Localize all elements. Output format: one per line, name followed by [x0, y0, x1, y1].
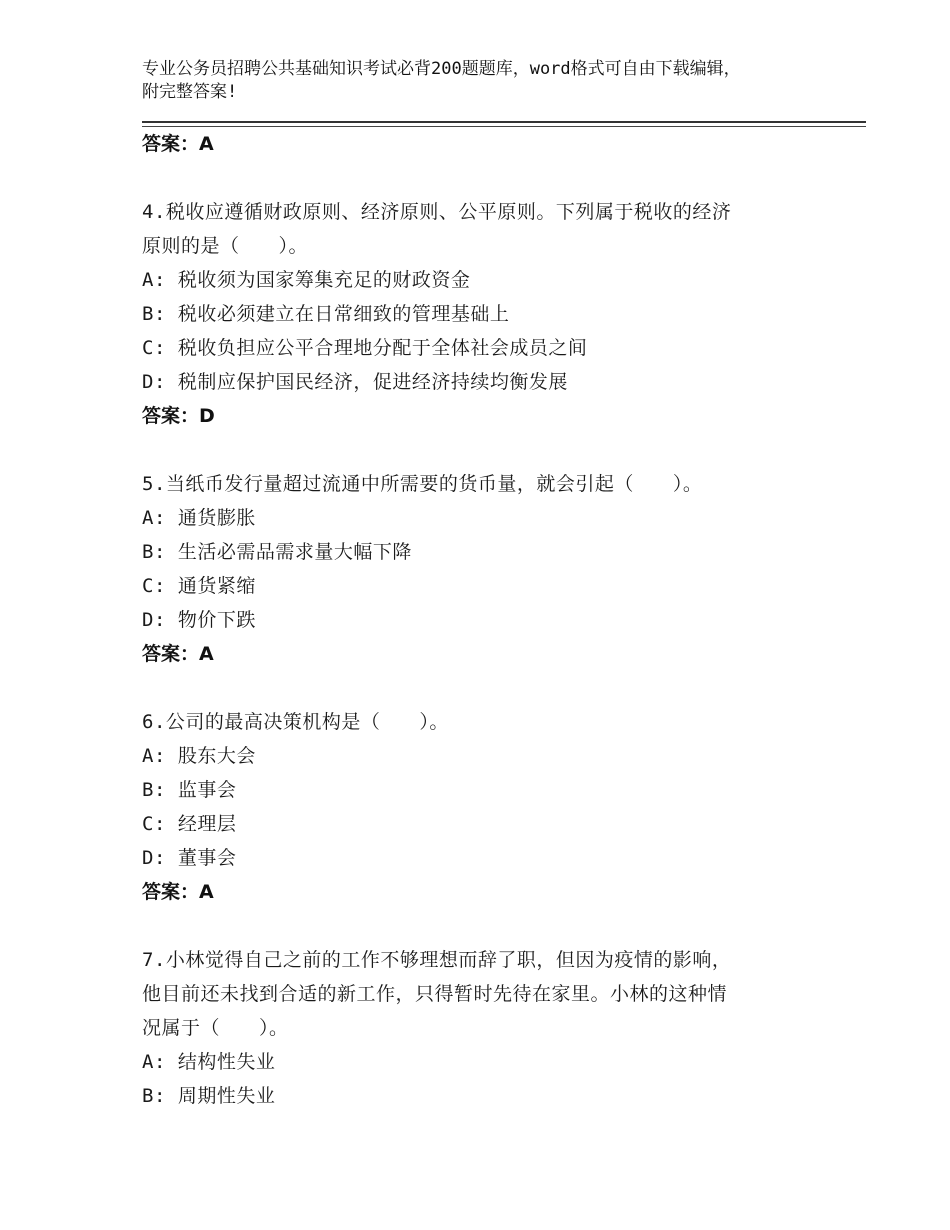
stem-line: 他目前还未找到合适的新工作，只得暂时先待在家里。小林的这种情	[142, 983, 728, 1005]
stem-line: 原则的是（ ）。	[142, 235, 309, 257]
stem-line: 4.税收应遵循财政原则、经济原则、公平原则。下列属于税收的经济	[142, 201, 732, 223]
header-line-1: 专业公务员招聘公共基础知识考试必背200题题库，word格式可自由下载编辑，	[142, 59, 741, 79]
answer: 答案：A	[142, 881, 214, 903]
option-b: B: 税收必须建立在日常细致的管理基础上	[142, 303, 510, 325]
option-a: A: 税收须为国家筹集充足的财政资金	[142, 269, 471, 291]
stem-line: 况属于（ ）。	[142, 1017, 289, 1039]
answer: 答案：D	[142, 405, 215, 427]
question-stem	[142, 467, 822, 501]
option-b: B: 监事会	[142, 779, 237, 801]
question-6	[142, 705, 822, 909]
spacer	[142, 671, 822, 705]
question-stem	[142, 705, 822, 739]
document-header	[142, 58, 822, 104]
spacer	[142, 161, 822, 195]
option-b: B: 生活必需品需求量大幅下降	[142, 541, 412, 563]
stem-line: 5.当纸币发行量超过流通中所需要的货币量，就会引起（ ）。	[142, 473, 703, 495]
option-c: C: 经理层	[142, 813, 237, 835]
stem-line: 6.公司的最高决策机构是（ ）。	[142, 711, 449, 733]
option-d: D: 董事会	[142, 847, 237, 869]
option-d: D: 物价下跌	[142, 609, 256, 631]
option-d: D: 税制应保护国民经济，促进经济持续均衡发展	[142, 371, 568, 393]
option-c: C: 税收负担应公平合理地分配于全体社会成员之间	[142, 337, 588, 359]
question-list	[142, 127, 822, 1113]
option-c: C: 通货紧缩	[142, 575, 256, 597]
answer: 答案：A	[142, 643, 214, 665]
spacer	[142, 433, 822, 467]
question-7	[142, 943, 822, 1113]
question-stem	[142, 943, 822, 1045]
option-b: B: 周期性失业	[142, 1085, 276, 1107]
header-rule-thick	[142, 121, 866, 123]
previous-answer: 答案：A	[142, 133, 214, 155]
stem-line: 7.小林觉得自己之前的工作不够理想而辞了职，但因为疫情的影响，	[142, 949, 732, 971]
question-stem	[142, 195, 822, 263]
question-4	[142, 195, 822, 433]
option-a: A: 通货膨胀	[142, 507, 256, 529]
option-a: A: 结构性失业	[142, 1051, 276, 1073]
spacer	[142, 909, 822, 943]
header-line-2: 附完整答案!	[142, 82, 238, 102]
question-5	[142, 467, 822, 671]
option-a: A: 股东大会	[142, 745, 256, 767]
